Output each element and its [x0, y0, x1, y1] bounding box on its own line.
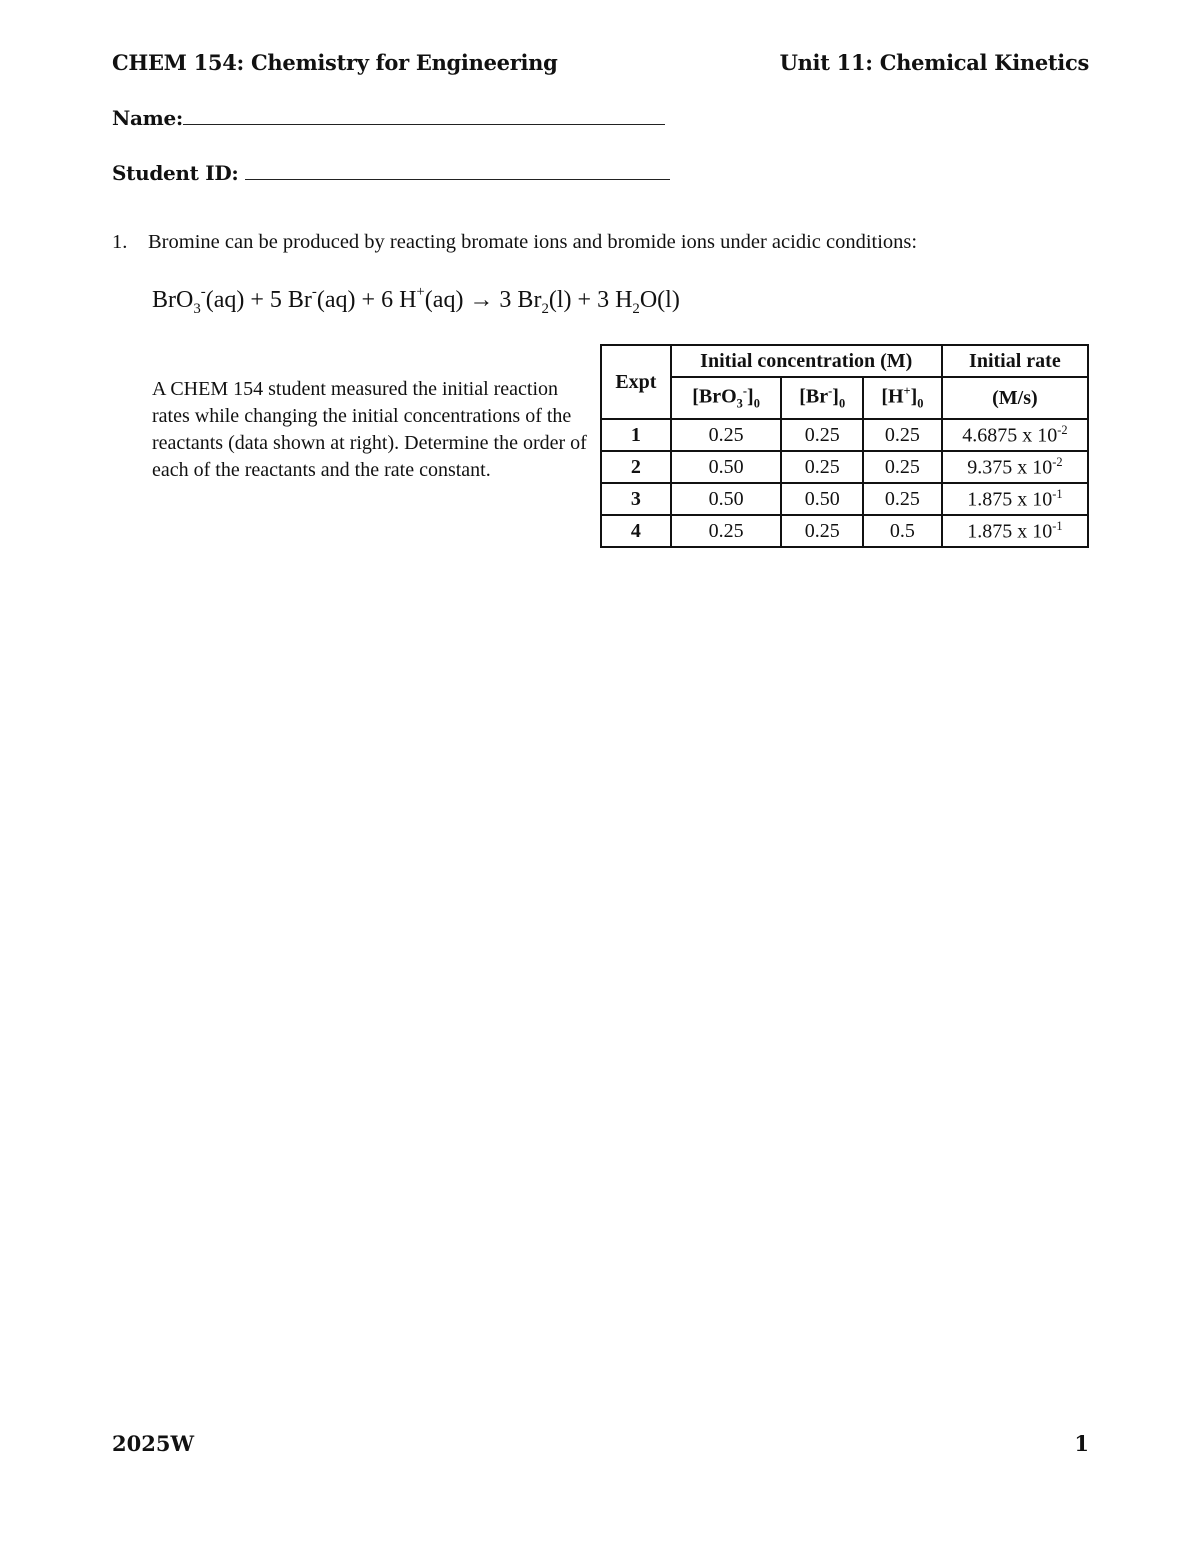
table-row	[601, 483, 1088, 515]
rate-data-table	[600, 344, 1089, 548]
name-field	[112, 106, 665, 130]
table-row	[601, 451, 1088, 483]
br-cell: 0.25	[781, 419, 863, 451]
expt-cell: 4	[601, 515, 671, 547]
rate-cell: 4.6875 x $10^{-2}$	[942, 419, 1088, 451]
rate-exponent: -2	[1052, 454, 1063, 469]
question-text: Bromine can be produced by reacting bromate ions and bromide ions under acidic conditions:	[148, 231, 918, 253]
student-id-field	[112, 161, 670, 185]
bro3-cell: 0.50	[671, 451, 782, 483]
expt-cell: 1	[601, 419, 671, 451]
page-number: 1	[1074, 1431, 1089, 1456]
rate-exponent: -1	[1052, 518, 1063, 533]
expt-header: Expt	[601, 345, 671, 419]
rate-cell: 1.875 x $10^{-1}$	[942, 515, 1088, 547]
term-label: 2025W	[112, 1431, 195, 1456]
rate-header: Initial rate	[942, 345, 1088, 377]
br-column-header: $[Br^-]_0$	[781, 377, 863, 419]
bro3-cell: 0.25	[671, 419, 782, 451]
unit-title: Unit 11: Chemical Kinetics	[779, 50, 1089, 75]
question-number: 1.	[112, 231, 128, 253]
br-cell: 0.50	[781, 483, 863, 515]
rate-exponent: -2	[1057, 422, 1068, 437]
h-cell: 0.25	[863, 483, 942, 515]
h-cell: 0.5	[863, 515, 942, 547]
name-blank-line[interactable]	[183, 106, 665, 125]
rate-cell: 1.875 x $10^{-1}$	[942, 483, 1088, 515]
expt-cell: 2	[601, 451, 671, 483]
br-cell: 0.25	[781, 451, 863, 483]
table-row	[601, 419, 1088, 451]
rate-unit-header: (M/s)	[942, 377, 1088, 419]
expt-cell: 3	[601, 483, 671, 515]
br-cell: 0.25	[781, 515, 863, 547]
equation-text: BrO$_3$-(aq) + 5 Br-(aq) + 6 H+(aq) → 3 $Br_2(l) + 3$ $H_2O(l)$	[152, 284, 680, 317]
rate-cell: 9.375 x $10^{-2}$	[942, 451, 1088, 483]
rate-exponent: -1	[1052, 486, 1063, 501]
student-id-label: Student ID:	[112, 161, 239, 185]
chemical-equation	[152, 286, 680, 318]
question-1	[112, 231, 917, 254]
bro3-cell: 0.25	[671, 515, 782, 547]
bro3-column-header: $[BrO_3^-]_0$	[671, 377, 782, 419]
table-row	[601, 515, 1088, 547]
bro3-cell: 0.50	[671, 483, 782, 515]
concentration-header: Initial concentration (M)	[671, 345, 942, 377]
student-id-blank-line[interactable]	[245, 161, 670, 180]
h-cell: 0.25	[863, 451, 942, 483]
question-paragraph: A CHEM 154 student measured the initial reaction rates while changing the initial concentrations of the reactants (data shown at right). Determine the order of each of the reactants and the rate constant.	[152, 378, 587, 481]
h-column-header: $[H^+]_0$	[863, 377, 942, 419]
h-cell: 0.25	[863, 419, 942, 451]
name-label: Name:	[112, 106, 184, 130]
course-title: CHEM 154: Chemistry for Engineering	[112, 50, 558, 75]
